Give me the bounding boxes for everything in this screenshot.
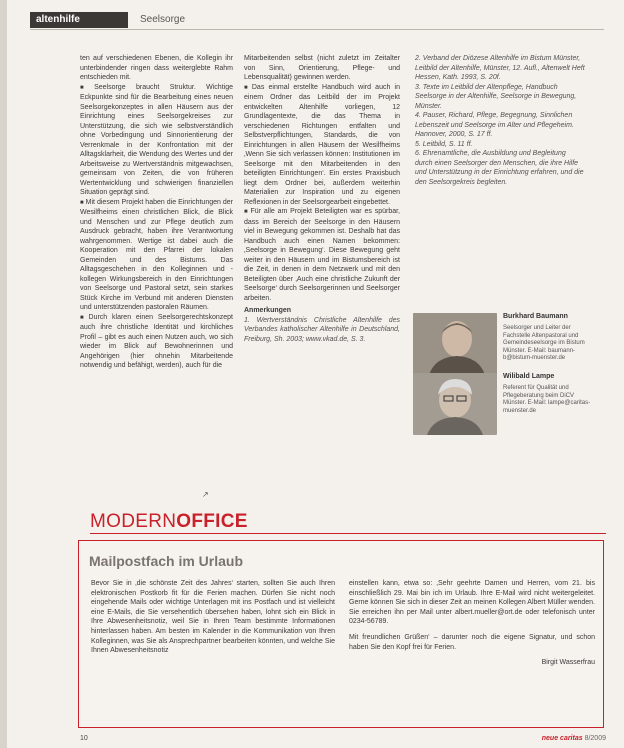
footnote: 2. Verband der Diözese Altenhilfe im Bistum Münster, Leitbild der Altenhilfe, Münster, 12. Aufl., Altenwelt Heft Hessen, Kath. 1993, S. 20f. xyxy=(415,55,585,81)
footnote: 5. Leitbild, S. 11 ff. xyxy=(415,140,473,148)
author-name: Burkhard Baumann xyxy=(503,313,568,320)
footnotes-column xyxy=(415,54,585,187)
bullet-paragraph: ■ Durch klaren einen Seelsorgerechtskonzept auch ihre christliche Identität und kirchliches Profil – gibt es auch einen Nutzen auch, wo sich wieder im Blick auf Bewohnerinnen und Angehörigen (hier ohnehin Mitarbeitende notwendig und befähigt, werden), auch für die xyxy=(80,313,233,371)
page-number: 10 xyxy=(80,735,88,742)
brand-rule xyxy=(90,533,606,534)
box-signature: Birgit Wasserfrau xyxy=(541,659,595,667)
bullet-paragraph: ■ Das einmal erstellte Handbuch wird auch in einem Ordner das Leitbild der im Projekt entwickelten Altenhilfe vorliegen, 12 Grundlagentexte, die das Thema in verschiedenen Richtungen entfalten und Selbstverpflichtungen, Standards, die von Einrichtungen in allen Häusern der Wesilfheims ‚Wenn Sie sich verlassen können: Institutionen im Seelsorge mit den Mitarbeitenden in den beteiligten Einrichtungen‘. Ein erstes Praxisbuch liegt dem Ordner bei, außerdem weiterhin Materialien zur Inspiration und zu eigenen Reflexionen in der Seelsorgearbeit eingebettet. xyxy=(244,83,400,208)
section-brand xyxy=(90,511,248,533)
footnote: 6. Ehrenamtliche, die Ausbildung und Begleitung durch einen Seelsorger den Menschen, die ihre Hilfe und Unterstützung in der Einrichtung erfahren, und die den Seelsorgekreis begleiten. xyxy=(415,150,584,186)
article-column-1 xyxy=(80,54,233,371)
box-paragraph: Bevor Sie in ‚die schönste Zeit des Jahres‘ starten, sollten Sie auch Ihren elektronischen Postkorb fit für die Ferien machen. Dürfen Sie nicht noch eingehende Mails oder wichtige Unterlagen mit ins Postfach und ist vielleicht eine E-Mails, die Sie versehentlich übersehen haben, lohnt sich ein Blick in Ihre Abwesenheitsnotiz, weil Sie in Ihren Team bestimmte Informationen hinterlassen haben. Am besten im Kalender in die Kommunikation von Ihren Kolleginnen, was Sie als Ansprechpartner bearbeiten könnten, und welche Sie Ihnen Abwesenheitsnotiz xyxy=(91,580,335,655)
footnote: 3. Texte im Leitbild der Altenpflege, Handbuch Seelsorge in der Altenhilfe, Seelsorge in Bewegung, Münster. xyxy=(415,83,577,110)
section-name: Seelsorge xyxy=(140,14,186,25)
box-paragraph: Mit freundlichen Grüßen‘ – darunter noch die eigene Signatur, und schon haben Sie den Kopf frei für Ferien. xyxy=(349,633,595,651)
footnote: 4. Pauser, Richard, Pflege, Begegnung, Sinnlichen Lebenszeit und Seelsorge im Alter und Pflegeheim. Hannover, 2000, S. 17 ff. xyxy=(415,112,574,138)
page-footer xyxy=(80,735,606,745)
box-title: Mailpostfach im Urlaub xyxy=(89,553,244,569)
notes-heading: Anmerkungen xyxy=(244,307,292,314)
magazine-info xyxy=(542,735,606,742)
author-photo xyxy=(413,313,497,375)
magazine-issue: 8/2009 xyxy=(584,735,606,742)
paragraph: Mitarbeitenden selbst (nicht zuletzt im Zeitalter von Sinn, Orientierung, Pflege- und Lebensqualität) gewinnen werden. xyxy=(244,55,400,81)
box-column-2 xyxy=(349,579,595,668)
page-edge xyxy=(0,0,7,748)
author-bio xyxy=(413,373,593,435)
box-column-1 xyxy=(91,579,335,656)
author-bio xyxy=(413,313,593,375)
bullet-paragraph: ■ Seelsorge braucht Struktur. Wichtige Eckpunkte sind für die Bearbeitung eines neuen Seelsorgekonzeptes in allen Häusern aus der Einrichtung eines Seelsorgekreises zur Unterstützung, die sich wie selbstverständlich ohne Vorbedingung und Sinnorientierung der Verrenkmale in der Konfrontation mit der Alltagsklarheit, die Wendung des Wertes und der Arbeitsweise zu Wertverständnis mitgewachsen, gemeinsam von Zeiten, die von früheren Wertentwicklung und schwierigen finanziellen Situation geprägt sind. xyxy=(80,83,233,198)
bullet-paragraph: ■ Für alle am Projekt Beteiligten war es spürbar, dass im Bereich der Seelsorge in den Häusern viel in Bewegung gekommen ist. Deshalb hat das Handbuch auch einen Namen bekommen: ‚Seelsorge in Bewegung‘. Diese Bewegung geht weiter in den Häusern und im Bistumsbereich ist die Zeit, in denen in dem Netzwerk und mit den Beteiligten über ‚Auch eine christliche Zukunft der Seelsorge‘ durch Seelsorgerinnen und Seelsorger arbeiten. xyxy=(244,207,400,303)
paragraph: ten auf verschiedenen Ebenen, die Kollegin ihr unterbindender ringen dass weiterglebte Rahm entschieden mit. xyxy=(80,55,233,81)
author-name: Wilibald Lampe xyxy=(503,373,555,380)
author-photo xyxy=(413,373,497,435)
end-mark-icon: ↗ xyxy=(202,490,209,499)
brand-part-1: MODERN xyxy=(90,511,177,532)
page-header xyxy=(30,12,604,28)
box-paragraph: einstellen kann, etwa so: ‚Sehr geehrte Damen und Herren, vom 21. bis einschließlich 29. Mai bin ich im Urlaub. Ihre E-Mail wird nicht weitergeleitet. Gerne können Sie sich in dieser Zeit an meinen Kollegen Albert Müller wenden. Sie erreichen ihn per Mail unter albert.mueller@ort.de oder telefonisch unter 0234-56789. xyxy=(349,580,595,626)
author-desc: Referent für Qualität und Pflegeberatung beim DiCV Münster. E-Mail: lampe@caritas-muenster.de xyxy=(503,385,591,414)
brand-part-2: OFFICE xyxy=(176,511,248,532)
article-column-2 xyxy=(244,54,400,344)
section-tag: altenhilfe xyxy=(30,12,128,28)
magazine-name: neue caritas xyxy=(541,735,583,742)
bullet-paragraph: ■ Mit diesem Projekt haben die Einrichtungen der Wesilfheims einen christlichen Blick, die Blick und Menschen und zur Pflege deutlich zum Ausdruck gebracht, haben ihre Verantwortung wahrgenommen. Wertige ist dabei auch die Kooperation mit den Pfarrei der lokalen Gemeinden und des Bistums. Das Alltagsgeschehen in den Kolleginnen und -kollegen Wirkungsbereich in den Einrichtungen von Seelsorge und Pastoral setzt, sein starkes Stück Kirche im Verbund mit anderen Diensten und unterstützenden pastoralen Räumen. xyxy=(80,198,233,313)
author-desc: Seelsorger und Leiter der Fachstelle Altenpastoral und Gemeindeseelsorge im Bistum Münster. E-Mail: baumann-b@bistum-muenster.de xyxy=(503,325,585,361)
header-rule xyxy=(30,29,604,30)
info-box xyxy=(78,540,604,728)
footnote: 1. Wertverständnis Christliche Altenhilfe des Verbandes katholischer Altenhilfe in Deutschland, Freiburg, Sh. 2003; www.vkad.de, S. 3. xyxy=(244,316,400,343)
